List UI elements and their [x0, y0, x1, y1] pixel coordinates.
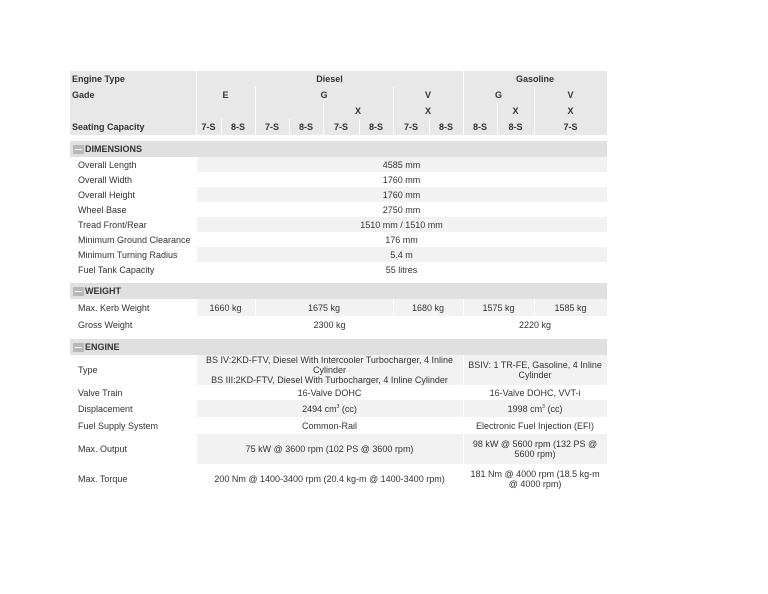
seating-cell: 8-S [221, 119, 255, 135]
grade-cell: G [255, 87, 393, 103]
sub-grade-cell: X [323, 103, 393, 119]
table-row [70, 202, 607, 217]
row-value: 181 Nm @ 4000 rpm (18.5 kg-m @ 4000 rpm) [463, 464, 607, 494]
grade-cell: V [534, 87, 607, 103]
engine-type-row [70, 71, 607, 87]
collapse-minus-icon[interactable] [73, 287, 84, 296]
row-value: 2750 mm [196, 202, 607, 217]
seating-label: Seating Capacity [70, 119, 196, 135]
engine-type-diesel-bs4: BS IV:2KD-FTV, Diesel With Intercooler Turbocharger, 4 Inline Cylinder [206, 355, 453, 375]
row-value: Electronic Fuel Injection (EFI) [463, 417, 607, 434]
collapse-minus-icon[interactable] [73, 145, 84, 154]
table-row [70, 217, 607, 232]
table-row [70, 247, 607, 262]
table-row [70, 299, 607, 316]
grade-cell: G [463, 87, 534, 103]
table-row [70, 385, 607, 400]
row-value: 1575 kg [463, 299, 534, 316]
row-label: Overall Length [70, 157, 196, 172]
seating-cell: 8-S [497, 119, 534, 135]
seating-cell: 7-S [196, 119, 221, 135]
section-dimensions[interactable] [70, 141, 607, 157]
seating-cell: 7-S [393, 119, 429, 135]
table-row [70, 464, 607, 494]
collapse-minus-icon[interactable] [73, 343, 84, 352]
row-value: Common-Rail [196, 417, 463, 434]
grade-label: Gade [70, 87, 196, 103]
section-engine[interactable] [70, 339, 607, 355]
row-label: Valve Train [70, 385, 196, 400]
section-title: DIMENSIONS [85, 143, 143, 154]
seating-cell: 8-S [463, 119, 497, 135]
diesel-heading: Diesel [196, 71, 463, 87]
table-row [70, 417, 607, 434]
row-value: 4585 mm [196, 157, 607, 172]
row-value: 1510 mm / 1510 mm [196, 217, 607, 232]
row-value: 55 litres [196, 262, 607, 277]
grade-cell: E [196, 87, 255, 103]
sub-grade-row [70, 103, 607, 119]
row-value: 2494 $cm^3$ (cc) [196, 400, 463, 417]
table-row [70, 400, 607, 417]
row-label: Fuel Tank Capacity [70, 262, 196, 277]
gasoline-heading: Gasoline [463, 71, 607, 87]
engine-type-label: Engine Type [70, 71, 196, 87]
row-label: Tread Front/Rear [70, 217, 196, 232]
seating-cell: 7-S [255, 119, 289, 135]
row-value: 98 kW @ 5600 rpm (132 PS @ 5600 rpm) [463, 434, 607, 464]
seating-cell: 8-S [289, 119, 323, 135]
seating-cell: 7-S [534, 119, 607, 135]
section-title: WEIGHT [85, 285, 121, 296]
row-value: 16-Valve DOHC, VVT-i [463, 385, 607, 400]
table-row [70, 172, 607, 187]
table-row [70, 187, 607, 202]
engine-type-diesel-bs3: BS III:2KD-FTV, Diesel With Turbocharger, 4 Inline Cylinder [211, 375, 448, 385]
row-value: 5.4 m [196, 247, 607, 262]
table-row [70, 157, 607, 172]
row-label: Displacement [70, 400, 196, 417]
row-value: 200 Nm @ 1400-3400 rpm (20.4 kg-m @ 1400-3400 rpm) [196, 464, 463, 494]
row-label: Overall Width [70, 172, 196, 187]
spec-sheet [70, 71, 607, 494]
row-value: BSIV: 1 TR-FE, Gasoline, 4 Inline Cylinder [463, 355, 607, 385]
row-value [196, 355, 463, 385]
seating-row [70, 119, 607, 135]
seating-cell: 8-S [359, 119, 393, 135]
row-value: 1760 mm [196, 187, 607, 202]
row-label: Minimum Ground Clearance [70, 232, 196, 247]
section-weight[interactable] [70, 283, 607, 299]
row-label: Max. Kerb Weight [70, 299, 196, 316]
row-label: Gross Weight [70, 316, 196, 333]
row-label: Max. Output [70, 434, 196, 464]
table-row [70, 355, 607, 385]
row-label: Fuel Supply System [70, 417, 196, 434]
table-row [70, 434, 607, 464]
spec-table [70, 71, 608, 494]
row-label: Wheel Base [70, 202, 196, 217]
table-row [70, 262, 607, 277]
seating-cell: 8-S [429, 119, 463, 135]
row-label: Minimum Turning Radius [70, 247, 196, 262]
grade-cell: V [393, 87, 463, 103]
row-value: 1680 kg [393, 299, 463, 316]
sub-grade-cell: X [393, 103, 463, 119]
grade-row [70, 87, 607, 103]
row-value: 2220 kg [463, 316, 607, 333]
row-value: 2300 kg [196, 316, 463, 333]
row-value: 176 mm [196, 232, 607, 247]
table-row [70, 232, 607, 247]
row-label: Overall Height [70, 187, 196, 202]
row-value: 1675 kg [255, 299, 393, 316]
sub-grade-cell: X [534, 103, 607, 119]
row-value: 1585 kg [534, 299, 607, 316]
seating-cell: 7-S [323, 119, 359, 135]
row-label: Type [70, 355, 196, 385]
row-value: 16-Valve DOHC [196, 385, 463, 400]
section-title: ENGINE [85, 341, 120, 352]
sub-grade-cell: X [497, 103, 534, 119]
row-value: 75 kW @ 3600 rpm (102 PS @ 3600 rpm) [196, 434, 463, 464]
row-value: 1998 $cm^3$ (cc) [463, 400, 607, 417]
row-value: 1760 mm [196, 172, 607, 187]
row-label: Max. Torque [70, 464, 196, 494]
row-value: 1660 kg [196, 299, 255, 316]
table-row [70, 316, 607, 333]
